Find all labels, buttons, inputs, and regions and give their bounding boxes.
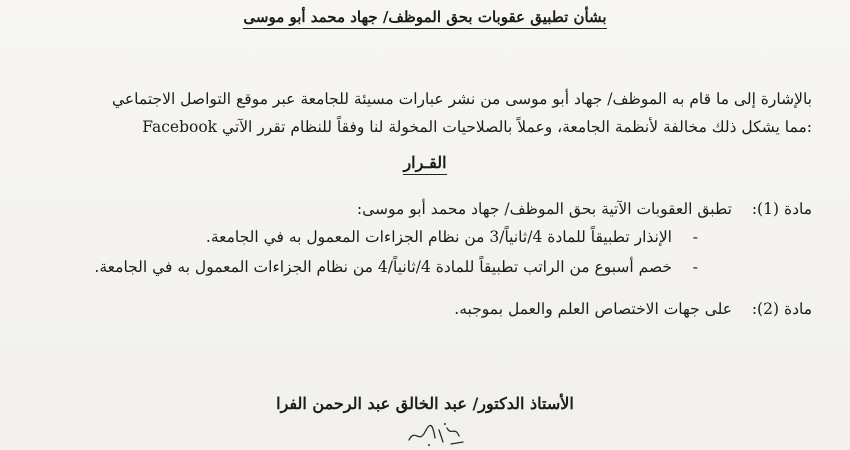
article-2-text: على جهات الاختصاص العلم والعمل بموجبه.	[454, 300, 732, 318]
signer-name: الأستاذ الدكتور/ عبد الخالق عبد الرحمن الفرا	[276, 394, 574, 413]
article-1-label: مادة (1):	[751, 200, 812, 218]
decision-heading-text: القـرار	[403, 153, 446, 175]
subject-text: بشأن تطبيق عقوبات بحق الموظف/ جهاد محمد أبو موسى	[243, 8, 606, 29]
subject-line	[0, 8, 850, 26]
article-2-label: مادة (2):	[751, 300, 812, 318]
article-1-bullet-1-dash: -	[692, 228, 698, 246]
handwritten-signature	[405, 418, 467, 450]
intro-line-2: Facebook مما يشكل ذلك مخالفة لأنظمة الجامعة، وعملاً بالصلاحيات المخولة لنا وفقاً للنظام تقرر الآتي:	[142, 118, 812, 136]
intro-line-1: بالإشارة إلى ما قام به الموظف/ جهاد أبو موسى من نشر عبارات مسيئة للجامعة عبر موقع التواصل الاجتماعي	[112, 90, 812, 108]
article-1-bullet-2-dash: -	[692, 258, 698, 276]
decision-heading	[0, 153, 850, 172]
article-1-text: تطبق العقوبات الآتية بحق الموظف/ جهاد محمد أبو موسى:	[356, 200, 732, 218]
article-1-bullet-2-text: خصم أسبوع من الراتب تطبيقاً للمادة 4/ثانياً/4 من نظام الجزاءات المعمول به في الجامعة.	[94, 258, 672, 276]
article-1-bullet-1-text: الإنذار تطبيقاً للمادة 4/ثانياً/3 من نظام الجزاءات المعمول به في الجامعة.	[205, 228, 672, 246]
